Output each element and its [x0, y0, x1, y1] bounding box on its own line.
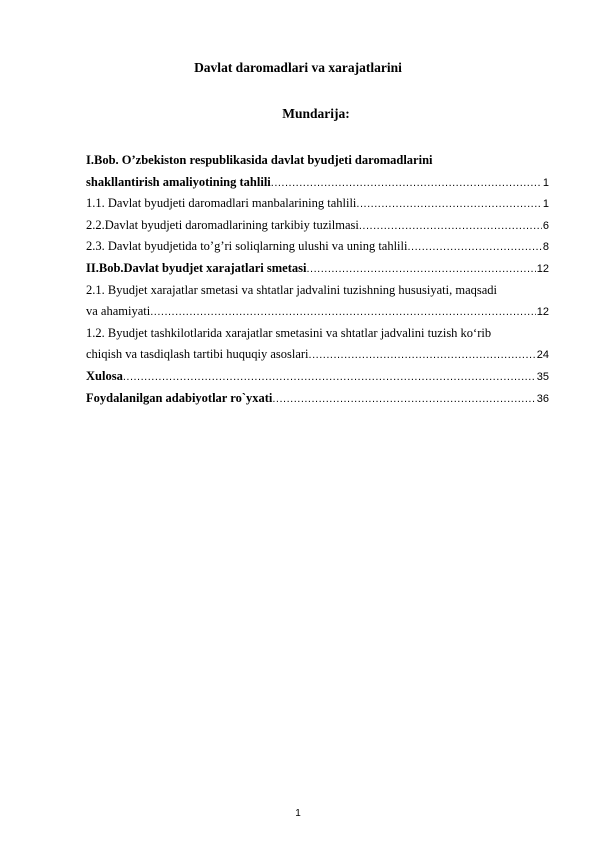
toc-entry-text: Xulosa — [86, 368, 123, 383]
toc-page-number: 24 — [536, 349, 549, 362]
toc-heading: Mundarija: — [282, 106, 350, 121]
toc-page-number: 12 — [536, 306, 549, 319]
toc-page-number: 12 — [536, 262, 549, 275]
toc-entry-text: Foydalanilgan adabiyotlar ro`yxati — [86, 390, 273, 405]
toc-page-number: 8 — [542, 241, 549, 254]
toc-page-number: 1 — [542, 176, 549, 189]
dot-leader — [271, 173, 542, 194]
dot-leader — [356, 194, 541, 215]
dot-leader — [359, 216, 542, 237]
toc-page-number: 35 — [536, 370, 549, 383]
toc-entry-text: chiqish va tasdiqlash tartibi huquqiy asoslari — [86, 347, 309, 362]
dot-leader — [272, 389, 535, 410]
toc-entry-text: va ahamiyati — [86, 304, 151, 319]
toc-entry-text: 1.2. Byudjet tashkilotlarida xarajatlar smetasini va shtatlar jadvalini tuzish ko‘rib — [86, 325, 492, 340]
dot-leader — [150, 302, 536, 323]
document-title: Davlat daromadlari va xarajatlarini — [194, 60, 402, 75]
toc-entry-text: I.Bob. O’zbekiston respublikasida davlat byudjeti daromadlarini — [86, 153, 433, 167]
toc-entry[interactable] — [86, 280, 549, 323]
toc-entry-text: 2.1. Byudjet xarajatlar smetasi va shtatlar jadvalini tuzishning hususiyati, maqsadi — [86, 282, 498, 297]
page-number: 1 — [295, 808, 301, 819]
toc-entry[interactable] — [86, 236, 549, 258]
toc-page-number: 36 — [536, 392, 549, 405]
dot-leader — [309, 345, 536, 366]
toc-entry-text: II.Bob.Davlat byudjet xarajatlari smetasi — [86, 260, 307, 275]
table-of-contents — [86, 150, 549, 409]
toc-entry-text: shakllantirish amaliyotining tahlili — [86, 174, 271, 189]
toc-entry-text: 2.2.Davlat byudjeti daromadlarining tarkibiy tuzilmasi — [86, 217, 359, 232]
toc-entry[interactable] — [86, 388, 549, 410]
toc-entry-text: 1.1. Davlat byudjeti daromadlari manbalarining tahlili — [86, 196, 357, 211]
toc-entry[interactable] — [86, 193, 549, 215]
toc-entry[interactable] — [86, 366, 549, 388]
toc-entry[interactable] — [86, 150, 549, 193]
toc-entry[interactable] — [86, 323, 549, 366]
dot-leader — [407, 237, 541, 258]
toc-entry[interactable] — [86, 215, 549, 237]
toc-page-number: 1 — [542, 198, 549, 211]
toc-entry-text: 2.3. Davlat byudjetida to’g’ri soliqlarning ulushi va uning tahlili — [86, 239, 408, 254]
toc-page-number: 6 — [542, 219, 549, 232]
dot-leader — [123, 367, 536, 388]
dot-leader — [306, 259, 535, 280]
toc-entry[interactable] — [86, 258, 549, 280]
